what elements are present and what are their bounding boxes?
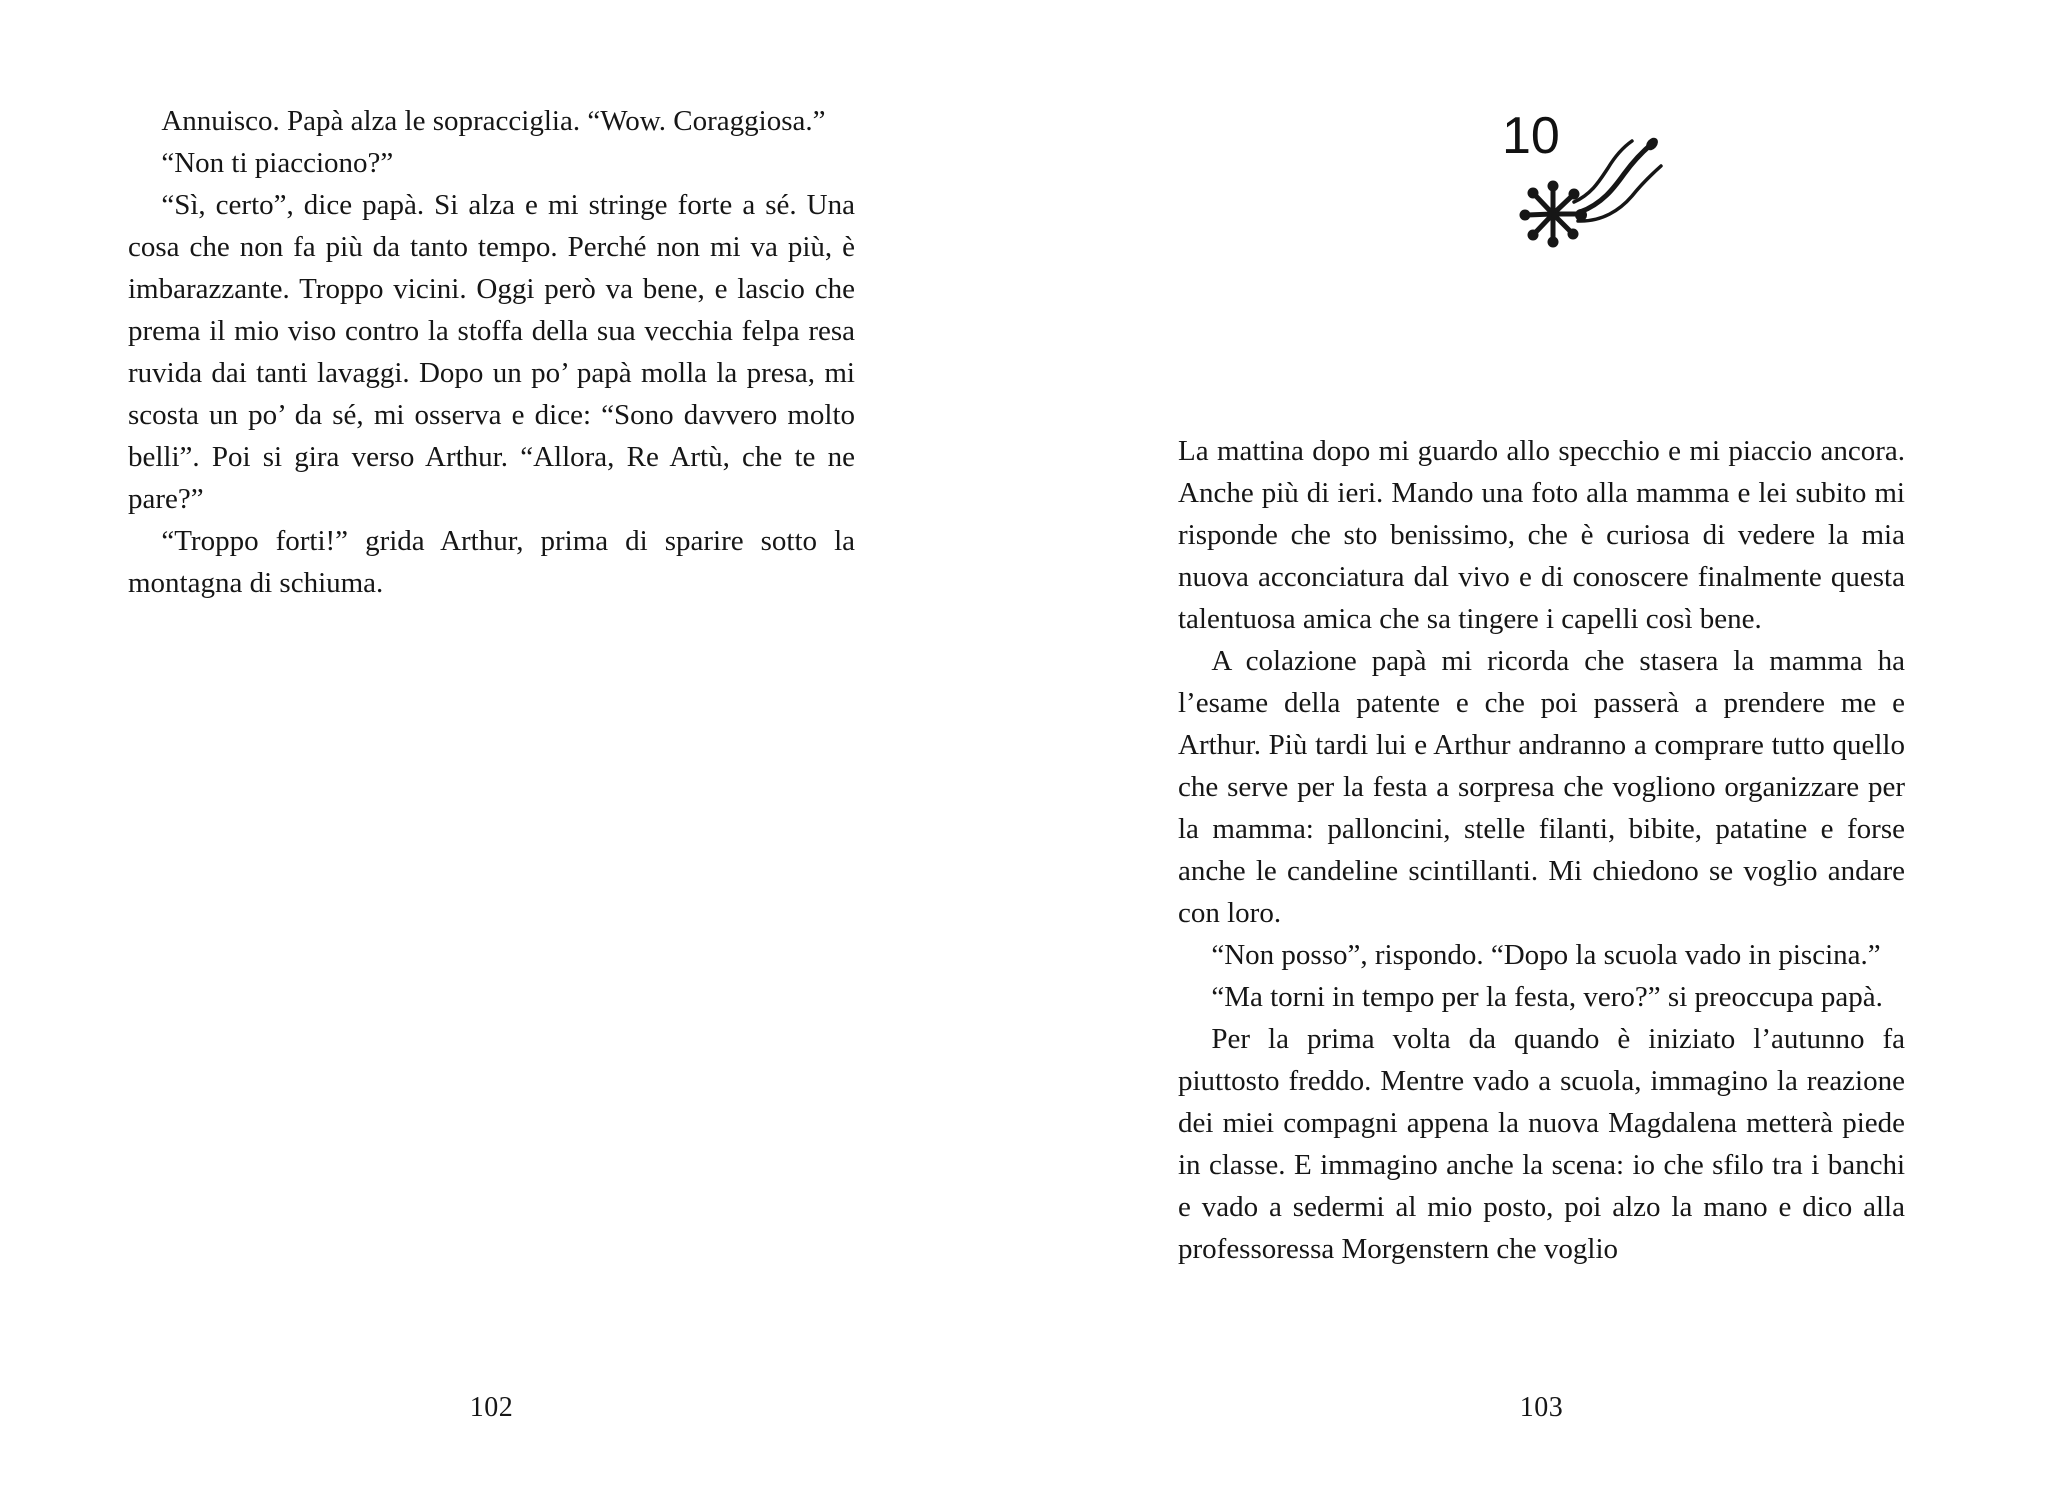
left-text-column [128, 100, 855, 604]
paragraph: A colazione papà mi ricorda che stasera la mamma ha l’esame della patente e che poi passerà a prendere me e Arthur. Più tardi lui e Arthur andranno a comprare tutto quello che serve per la festa a sorpresa che vogliono organizzare per la mamma: palloncini, stelle filanti, bibite, patatine e forse anche le candeline scintillanti. Mi chiedono se voglio andare con loro. [1178, 645, 1905, 929]
page-number-left: 102 [469, 1392, 514, 1423]
paragraph: La mattina dopo mi guardo allo specchio e mi piaccio ancora. Anche più di ieri. Mando una foto alla mamma e lei subito mi risponde che sto benissimo, che è curiosa di vedere la mia nuova acconciatura dal vivo e di conoscere finalmente questa talentuosa amica che sa tingere i capelli così bene. [1178, 435, 1905, 635]
page-number-right: 103 [1519, 1392, 1564, 1423]
chapter-number: 10 [1502, 107, 1560, 165]
paragraph: Annuisco. Papà alza le sopracciglia. “Wow. Coraggiosa.” [161, 105, 826, 137]
paragraph: “Sì, certo”, dice papà. Si alza e mi stringe forte a sé. Una cosa che non fa più da tanto tempo. Perché non mi va più, è imbarazzante. Troppo vicini. Oggi però va bene, e lascio che prema il mio viso contro la stoffa della sua vecchia felpa resa ruvida dai tanti lavaggi. Dopo un po’ papà molla la presa, mi scosta un po’ da sé, mi osserva e dice: “Sono davvero molto belli”. Poi si gira verso Arthur. “Allora, Re Artù, che te ne pare?” [128, 189, 855, 515]
shooting-star-icon [1500, 126, 1675, 271]
right-text-column [1178, 430, 1905, 1270]
paragraph: Per la prima volta da quando è iniziato l’autunno fa piuttosto freddo. Mentre vado a scuola, immagino la reazione dei miei compagni appena la nuova Magdalena metterà piede in classe. E immagino anche la scena: io che sfilo tra i banchi e vado a sedermi al mio posto, poi alzo la mano e dico alla professoressa Morgenstern che voglio [1178, 1023, 1905, 1265]
paragraph: “Non posso”, rispondo. “Dopo la scuola vado in piscina.” [1211, 939, 1881, 971]
paragraph: “Troppo forti!” grida Arthur, prima di sparire sotto la montagna di schiuma. [128, 525, 855, 599]
paragraph: “Ma torni in tempo per la festa, vero?” si preoccupa papà. [1211, 981, 1883, 1013]
paragraph: “Non ti piacciono?” [161, 147, 394, 179]
